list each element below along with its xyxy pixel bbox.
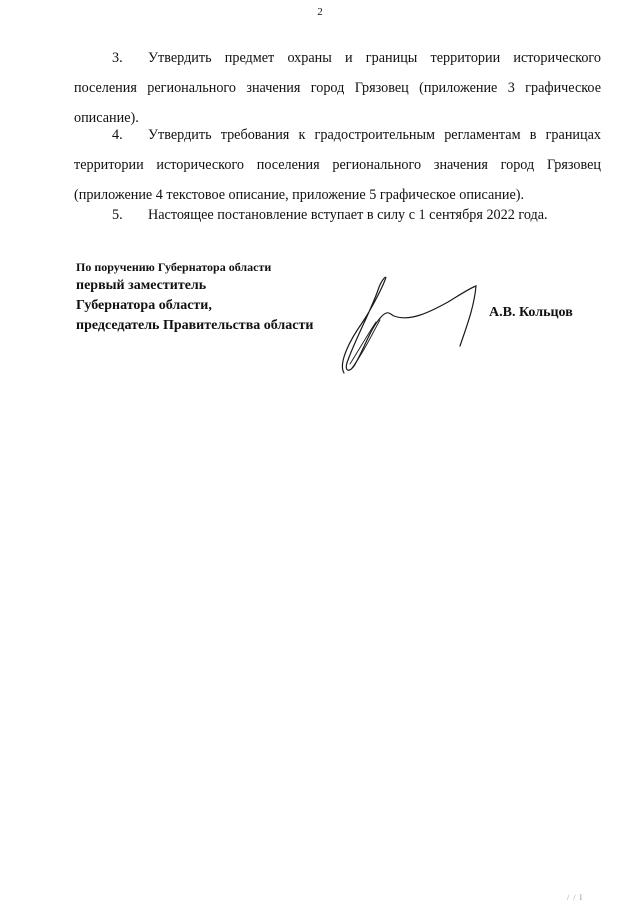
decree-item-5 [74, 200, 601, 230]
signer-name: А.В. Кольцов [489, 305, 573, 320]
position-line-1: первый заместитель [76, 278, 207, 293]
item-number: 5. [112, 207, 123, 223]
handwritten-signature [330, 268, 480, 378]
signature-block [76, 258, 313, 336]
page-number: 2 [317, 6, 323, 18]
item-text: Утвердить предмет охраны и границы территории исторического поселения регионального значения город Грязовец (приложение 3 графическое описание). [74, 50, 601, 126]
decree-item-4 [74, 120, 601, 210]
item-text: Настоящее постановление вступает в силу с 1 сентября 2022 года. [148, 207, 548, 223]
position-line-2: Губернатора области, [76, 298, 212, 313]
corner-mark: / / I [567, 893, 584, 902]
item-number: 3. [112, 50, 123, 66]
item-number: 4. [112, 127, 123, 143]
position-line-3: председатель Правительства области [76, 318, 314, 333]
item-text: Утвердить требования к градостроительным регламентам в границах территории исторического поселения регионального значения город Грязовец (приложение 4 текстовое описание, приложение 5 графическое описание). [74, 127, 601, 203]
on-behalf-line: По поручению Губернатора области [76, 260, 272, 274]
